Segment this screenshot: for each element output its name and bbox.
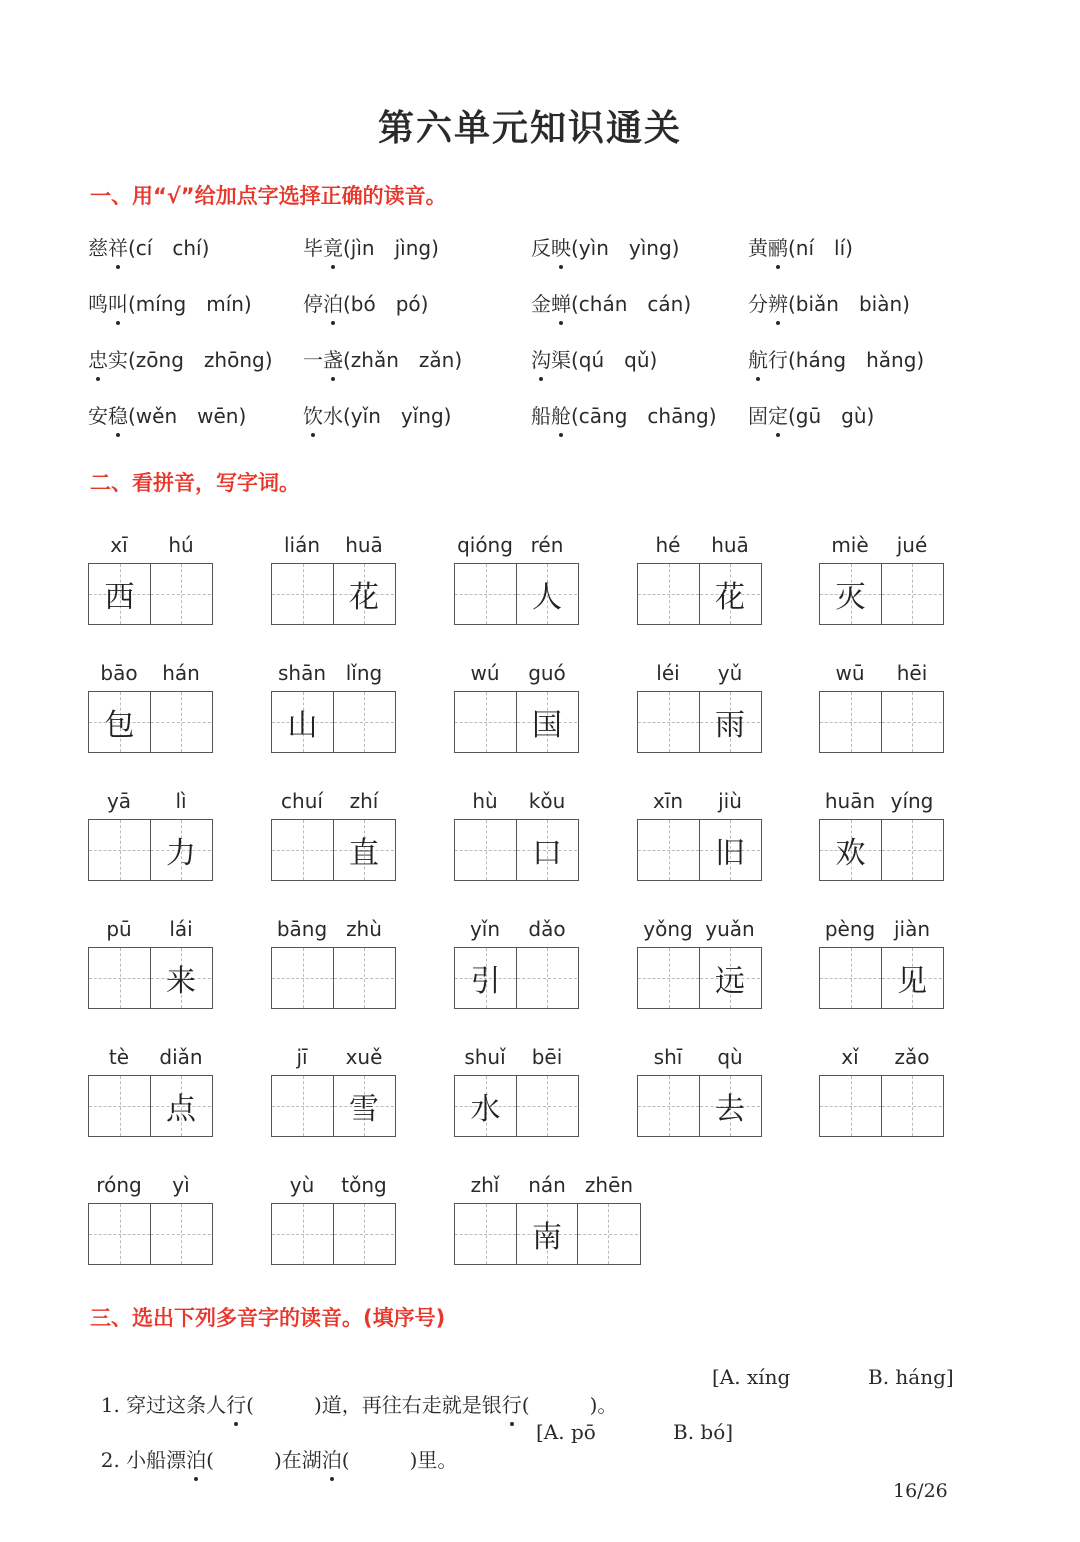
- pinyin-options: (chán cán): [571, 292, 692, 316]
- pronunciation-item[interactable]: [531, 288, 691, 317]
- word-prefix: 反: [531, 236, 551, 260]
- writing-cell[interactable]: [333, 1204, 394, 1264]
- given-character: 欢: [835, 836, 866, 871]
- pinyin-label: hán: [162, 661, 200, 685]
- pinyin-options: (jìn jìng): [343, 236, 439, 260]
- dotted-char: 辨: [768, 288, 788, 317]
- pinyin-label: hēi: [896, 661, 928, 685]
- word-writing-item: [271, 533, 395, 628]
- writing-cell[interactable]: [272, 948, 333, 1008]
- pinyin-label: yì: [172, 1173, 190, 1197]
- pronunciation-item[interactable]: [748, 400, 874, 429]
- page-title: 第六单元知识通关: [377, 107, 682, 149]
- word-writing-item: [271, 1173, 395, 1268]
- pinyin-label: léi: [656, 661, 680, 685]
- pinyin-label: jiàn: [893, 917, 931, 941]
- writing-cell[interactable]: [333, 692, 394, 752]
- pinyin-label: wū: [835, 661, 865, 685]
- writing-box: [271, 819, 396, 881]
- pinyin-label: qióng: [457, 533, 513, 557]
- pinyin-label: miè: [831, 533, 869, 557]
- pinyin-options: (biǎn biàn): [788, 292, 910, 316]
- dotted-char: 竟: [323, 232, 343, 261]
- writing-cell[interactable]: [89, 564, 150, 624]
- writing-cell[interactable]: [150, 1204, 211, 1264]
- given-character: 水: [470, 1092, 501, 1127]
- word-writing-item: [637, 917, 761, 1012]
- pronunciation-item[interactable]: [748, 288, 910, 317]
- dotted-char: 映: [551, 232, 571, 261]
- q1-option-b: B. háng]: [868, 1365, 954, 1389]
- pronunciation-item[interactable]: [88, 232, 209, 261]
- writing-cell[interactable]: [638, 1076, 699, 1136]
- pinyin-label: jué: [896, 533, 928, 557]
- given-character: 远: [715, 964, 745, 999]
- word-writing-item: [271, 917, 395, 1012]
- pinyin-label: xīn: [652, 789, 684, 813]
- given-character: 西: [104, 580, 135, 615]
- given-character: 山: [287, 708, 318, 743]
- pronunciation-item[interactable]: [531, 400, 717, 429]
- word-prefix: 黄: [748, 236, 768, 260]
- writing-box: [454, 563, 579, 625]
- writing-cell[interactable]: [820, 1076, 881, 1136]
- writing-cell[interactable]: [455, 1076, 516, 1136]
- pronunciation-item[interactable]: [88, 400, 246, 429]
- pinyin-label: zhí: [349, 789, 379, 813]
- word-prefix: 一: [303, 348, 323, 372]
- word-writing-item: [637, 533, 761, 628]
- pinyin-label: zǎo: [894, 1045, 930, 1069]
- pinyin-label: qù: [717, 1045, 743, 1069]
- pinyin-label: pèng: [824, 917, 876, 941]
- given-character: 灭: [835, 580, 866, 615]
- pinyin-label: hú: [168, 533, 194, 557]
- writing-cell[interactable]: [455, 948, 516, 1008]
- writing-box: [819, 691, 944, 753]
- word-writing-item: [271, 1045, 395, 1140]
- pronunciation-item[interactable]: [531, 232, 679, 261]
- given-character: 去: [715, 1092, 745, 1127]
- writing-cell[interactable]: [333, 820, 394, 880]
- pinyin-label: xuě: [345, 1045, 383, 1069]
- writing-cell[interactable]: [333, 948, 394, 1008]
- writing-box: [454, 1203, 641, 1265]
- writing-box: [88, 1203, 213, 1265]
- writing-cell[interactable]: [89, 692, 150, 752]
- pronunciation-item[interactable]: [303, 288, 428, 317]
- writing-box: [88, 819, 213, 881]
- page-number: 16/26: [893, 1480, 948, 1502]
- word-writing-item: [454, 661, 578, 756]
- dotted-char: 叫: [108, 288, 128, 317]
- word-prefix: 停: [303, 292, 323, 316]
- dotted-char: 蝉: [551, 288, 571, 317]
- writing-cell[interactable]: [516, 692, 577, 752]
- writing-cell[interactable]: [820, 820, 881, 880]
- q1-text-a: 1. 穿过这条人: [100, 1393, 227, 1417]
- word-writing-item: [819, 1045, 943, 1140]
- word-writing-item: [454, 1045, 578, 1140]
- writing-cell[interactable]: [881, 948, 942, 1008]
- pinyin-label: wú: [470, 661, 500, 685]
- word-writing-item: [454, 533, 578, 628]
- given-character: 包: [104, 708, 135, 743]
- writing-cell[interactable]: [699, 564, 760, 624]
- given-character: 来: [166, 964, 196, 999]
- word-prefix: 金: [531, 292, 551, 316]
- pinyin-label: lì: [175, 789, 187, 813]
- q2-dotted-char-2: 泊: [322, 1444, 342, 1473]
- writing-cell[interactable]: [150, 820, 211, 880]
- writing-box: [271, 563, 396, 625]
- word-writing-item: [88, 1045, 212, 1140]
- writing-box: [819, 947, 944, 1009]
- word-writing-item: [819, 917, 943, 1012]
- writing-cell[interactable]: [150, 564, 211, 624]
- section2-heading: 二、看拼音，写字词。: [90, 471, 300, 495]
- given-character: 直: [349, 836, 379, 871]
- pronunciation-item[interactable]: [303, 400, 451, 429]
- pinyin-label: yǔ: [717, 661, 743, 685]
- pinyin-options: (gū gù): [788, 404, 875, 428]
- q2-dotted-char-1: 泊: [186, 1444, 206, 1473]
- writing-box: [454, 691, 579, 753]
- writing-box: [819, 1075, 944, 1137]
- pronunciation-item[interactable]: [748, 344, 924, 373]
- q2-text-c[interactable]: ( )里。: [341, 1448, 458, 1472]
- pronunciation-item[interactable]: [531, 344, 657, 373]
- pinyin-label: bāng: [276, 917, 328, 941]
- dotted-char: 稳: [108, 400, 128, 429]
- writing-box: [637, 691, 762, 753]
- pinyin-options: (ní lí): [788, 236, 853, 260]
- pinyin-label: shī: [653, 1045, 683, 1069]
- writing-cell[interactable]: [89, 948, 150, 1008]
- writing-box: [454, 947, 579, 1009]
- word-writing-item: [637, 789, 761, 884]
- pinyin-label: hù: [472, 789, 498, 813]
- q1-text-b[interactable]: ( )道，再往右走就是银: [246, 1393, 502, 1417]
- pronunciation-item[interactable]: [303, 232, 439, 261]
- writing-cell[interactable]: [820, 564, 881, 624]
- pinyin-label: nán: [528, 1173, 566, 1197]
- dotted-char: 鹂: [768, 232, 788, 261]
- word-prefix: 船: [531, 404, 551, 428]
- writing-cell[interactable]: [881, 820, 942, 880]
- pinyin-options: (bó pó): [343, 292, 429, 316]
- writing-cell[interactable]: [516, 948, 577, 1008]
- writing-cell[interactable]: [455, 564, 516, 624]
- dotted-char: 泊: [323, 288, 343, 317]
- word-prefix: 安: [88, 404, 108, 428]
- writing-box: [88, 1075, 213, 1137]
- writing-box: [88, 563, 213, 625]
- pinyin-options: (míng mín): [128, 292, 252, 316]
- pinyin-label: róng: [96, 1173, 142, 1197]
- pinyin-options: 渠(qú qǔ): [551, 348, 658, 372]
- pinyin-label: yuǎn: [705, 917, 755, 941]
- pinyin-label: bāo: [100, 661, 138, 685]
- given-character: 雨: [715, 708, 745, 743]
- pinyin-label: yù: [289, 1173, 315, 1197]
- writing-cell[interactable]: [333, 1076, 394, 1136]
- writing-box: [637, 563, 762, 625]
- pinyin-label: rén: [530, 533, 564, 557]
- pronunciation-item[interactable]: [88, 288, 252, 317]
- pinyin-label: yǐn: [469, 917, 501, 941]
- given-character: 见: [897, 964, 927, 999]
- dotted-char: 饮: [303, 400, 323, 429]
- given-character: 旧: [715, 836, 745, 871]
- word-writing-item: [88, 917, 212, 1012]
- dotted-char: 航: [748, 344, 768, 373]
- pinyin-options: 行(háng hǎng): [768, 348, 925, 372]
- writing-cell[interactable]: [881, 564, 942, 624]
- pinyin-label: tǒng: [341, 1173, 387, 1197]
- word-writing-item: [637, 1045, 761, 1140]
- given-character: 国: [532, 708, 562, 743]
- writing-box: [819, 819, 944, 881]
- writing-box: [88, 947, 213, 1009]
- word-writing-item: [88, 661, 212, 756]
- word-prefix: 毕: [303, 236, 323, 260]
- word-writing-item: [454, 1173, 640, 1268]
- given-character: 力: [166, 836, 196, 871]
- writing-box: [271, 947, 396, 1009]
- pinyin-label: jiù: [718, 789, 742, 813]
- word-writing-item: [271, 661, 395, 756]
- writing-box: [637, 947, 762, 1009]
- pinyin-label: huā: [711, 533, 749, 557]
- writing-cell[interactable]: [272, 692, 333, 752]
- word-writing-item: [819, 533, 943, 628]
- q1-text-c[interactable]: ( )。: [521, 1393, 618, 1417]
- writing-cell[interactable]: [455, 692, 516, 752]
- given-character: 口: [532, 836, 562, 871]
- pinyin-label: guó: [528, 661, 566, 685]
- pinyin-label: bēi: [531, 1045, 563, 1069]
- dotted-char: 沟: [531, 344, 551, 373]
- writing-cell[interactable]: [455, 820, 516, 880]
- q1-dotted-char-2: 行: [502, 1389, 522, 1418]
- writing-cell[interactable]: [638, 692, 699, 752]
- word-writing-item: [88, 533, 212, 628]
- pronunciation-item[interactable]: [88, 344, 273, 373]
- writing-cell[interactable]: [638, 948, 699, 1008]
- writing-cell[interactable]: [150, 948, 211, 1008]
- q2-text-b[interactable]: ( )在湖: [206, 1448, 322, 1472]
- pinyin-label: shān: [277, 661, 327, 685]
- writing-cell[interactable]: [881, 692, 942, 752]
- writing-cell[interactable]: [516, 820, 577, 880]
- pinyin-label: dǎo: [528, 917, 566, 941]
- writing-box: [88, 691, 213, 753]
- pinyin-options: (cāng chāng): [571, 404, 717, 428]
- pinyin-label: shuǐ: [464, 1045, 506, 1069]
- pinyin-label: yā: [106, 789, 132, 813]
- word-prefix: 分: [748, 292, 768, 316]
- writing-cell[interactable]: [638, 564, 699, 624]
- word-writing-item: [819, 789, 943, 884]
- writing-cell[interactable]: [89, 1076, 150, 1136]
- pinyin-options: 水(yǐn yǐng): [323, 404, 452, 428]
- given-character: 南: [532, 1220, 562, 1255]
- pinyin-label: lái: [169, 917, 193, 941]
- writing-cell[interactable]: [699, 692, 760, 752]
- pinyin-label: kǒu: [528, 789, 566, 813]
- pinyin-label: xī: [110, 533, 128, 557]
- writing-cell[interactable]: [881, 1076, 942, 1136]
- writing-cell[interactable]: [150, 692, 211, 752]
- word-writing-item: [637, 661, 761, 756]
- word-writing-item: [819, 661, 943, 756]
- writing-cell[interactable]: [272, 564, 333, 624]
- pinyin-label: tè: [108, 1045, 130, 1069]
- writing-cell[interactable]: [516, 1204, 577, 1264]
- writing-cell[interactable]: [516, 1076, 577, 1136]
- writing-box: [637, 1075, 762, 1137]
- writing-cell[interactable]: [455, 1204, 516, 1264]
- word-writing-item: [88, 789, 212, 884]
- writing-cell[interactable]: [272, 1204, 333, 1264]
- q2-text-a: 2. 小船漂: [100, 1448, 187, 1472]
- pinyin-options: (wěn wēn): [128, 404, 247, 428]
- word-prefix: 鸣: [88, 292, 108, 316]
- pinyin-options: 实(zōng zhōng): [108, 348, 273, 372]
- pinyin-label: huā: [345, 533, 383, 557]
- writing-cell[interactable]: [820, 948, 881, 1008]
- writing-cell[interactable]: [89, 1204, 150, 1264]
- pinyin-label: hé: [655, 533, 681, 557]
- pinyin-label: chuí: [281, 789, 323, 813]
- writing-cell[interactable]: [272, 820, 333, 880]
- writing-cell[interactable]: [272, 1076, 333, 1136]
- writing-cell[interactable]: [638, 820, 699, 880]
- given-character: 点: [166, 1092, 196, 1127]
- writing-cell[interactable]: [333, 564, 394, 624]
- pinyin-label: diǎn: [159, 1045, 203, 1069]
- pronunciation-item[interactable]: [748, 232, 853, 261]
- pinyin-options: (cí chí): [128, 236, 210, 260]
- word-prefix: 固: [748, 404, 768, 428]
- q1-dotted-char-1: 行: [226, 1389, 246, 1418]
- pinyin-label: yǒng: [643, 917, 693, 941]
- word-writing-item: [454, 917, 578, 1012]
- word-writing-item: [454, 789, 578, 884]
- pinyin-label: jī: [296, 1045, 308, 1069]
- section3-heading: 三、选出下列多音字的读音。(填序号): [90, 1306, 446, 1330]
- dotted-char: 舱: [551, 400, 571, 429]
- word-writing-item: [271, 789, 395, 884]
- dotted-char: 祥: [108, 232, 128, 261]
- q2-option-b: B. bó]: [673, 1420, 734, 1444]
- pinyin-options: (yìn yìng): [571, 236, 680, 260]
- pinyin-label: zhēn: [584, 1173, 634, 1197]
- word-writing-item: [88, 1173, 212, 1268]
- pinyin-label: xǐ: [841, 1045, 859, 1069]
- given-character: 花: [715, 580, 745, 615]
- given-character: 人: [532, 580, 562, 615]
- writing-cell[interactable]: [820, 692, 881, 752]
- writing-box: [271, 1203, 396, 1265]
- q1-option-a: [A. xíng: [712, 1365, 791, 1389]
- dotted-char: 忠: [88, 344, 108, 373]
- word-prefix: 慈: [88, 236, 108, 260]
- pinyin-label: pū: [106, 917, 132, 941]
- writing-cell[interactable]: [699, 1076, 760, 1136]
- writing-box: [637, 819, 762, 881]
- writing-cell[interactable]: [89, 820, 150, 880]
- writing-cell[interactable]: [150, 1076, 211, 1136]
- writing-box: [271, 691, 396, 753]
- given-character: 引: [470, 964, 501, 999]
- writing-cell[interactable]: [577, 1204, 638, 1264]
- pronunciation-item[interactable]: [303, 344, 462, 373]
- pinyin-label: lián: [283, 533, 321, 557]
- section1-heading: 一、用“√”给加点字选择正确的读音。: [90, 184, 447, 208]
- section3-question-2: [88, 1420, 734, 1521]
- pinyin-label: zhù: [346, 917, 382, 941]
- pinyin-label: huān: [824, 789, 876, 813]
- pinyin-label: yíng: [890, 789, 934, 813]
- writing-box: [271, 1075, 396, 1137]
- writing-box: [819, 563, 944, 625]
- pinyin-options: (zhǎn zǎn): [343, 348, 463, 372]
- writing-box: [454, 819, 579, 881]
- dotted-char: 盏: [323, 344, 343, 373]
- pinyin-label: zhǐ: [470, 1173, 500, 1197]
- given-character: 花: [349, 580, 379, 615]
- given-character: 雪: [349, 1092, 379, 1127]
- writing-cell[interactable]: [699, 820, 760, 880]
- q2-option-a: [A. pō: [536, 1420, 596, 1444]
- writing-cell[interactable]: [699, 948, 760, 1008]
- writing-cell[interactable]: [516, 564, 577, 624]
- writing-box: [454, 1075, 579, 1137]
- pinyin-label: lǐng: [345, 661, 383, 685]
- dotted-char: 定: [768, 400, 788, 429]
